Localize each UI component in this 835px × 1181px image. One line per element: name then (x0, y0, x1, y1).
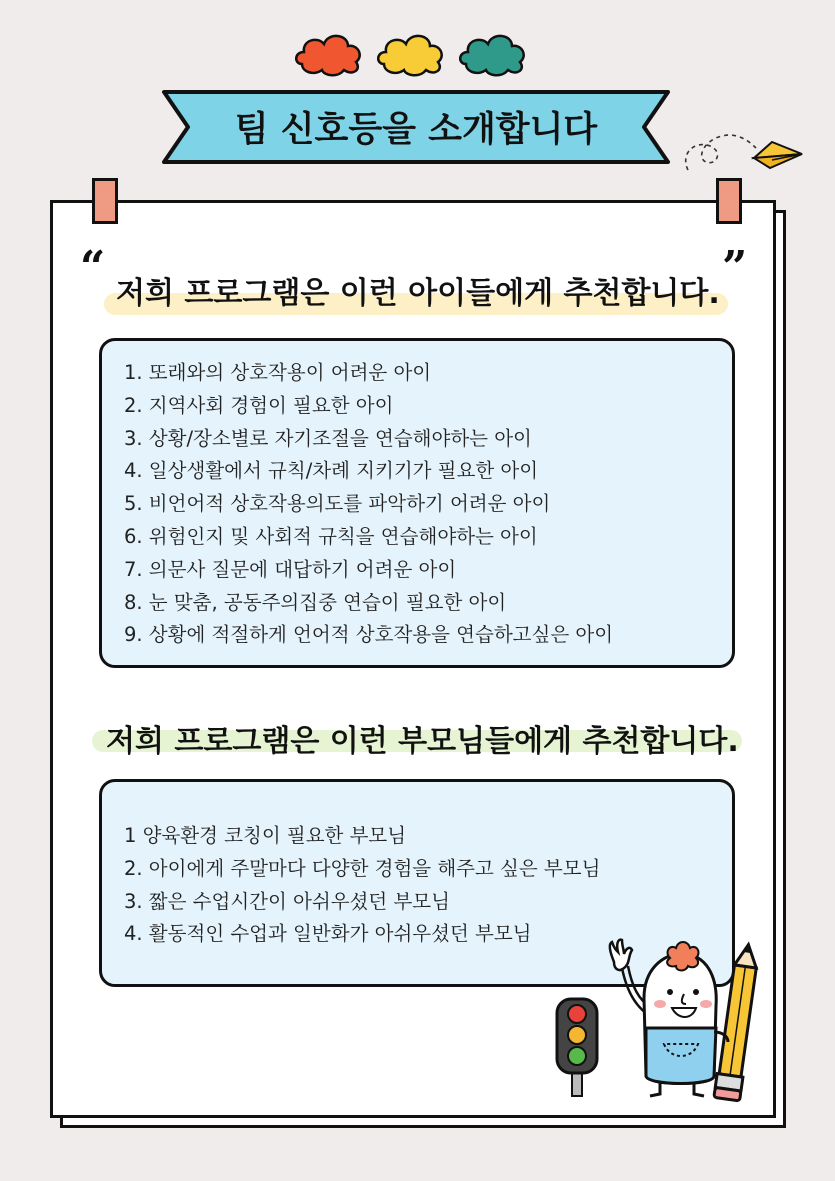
list-item: 1. 또래와의 상호작용이 어려운 아이 (124, 361, 432, 384)
list-item: 3. 짧은 수업시간이 아쉬우셨던 부모님 (124, 889, 450, 913)
clouds-decoration (292, 26, 532, 78)
paper-plane-icon (680, 124, 805, 184)
list-item: 4. 활동적인 수업과 일반화가 아쉬우셨던 부모님 (124, 922, 532, 946)
pencil-mascot-icon (598, 936, 768, 1106)
list-item: 2. 지역사회 경험이 필요한 아이 (124, 393, 394, 417)
cloud-red-icon (296, 36, 359, 75)
children-list (124, 357, 732, 652)
list-item: 7. 의문사 질문에 대답하기 어려운 아이 (124, 557, 457, 581)
parents-list (124, 820, 732, 951)
close-quote-mark: ” (722, 242, 748, 293)
list-item: 1 양육환경 코칭이 필요한 부모님 (124, 824, 407, 847)
cloud-yellow-icon (378, 36, 441, 75)
tape-tab-left (92, 178, 118, 224)
children-list-box (99, 338, 735, 668)
page-title: 팀 신호등을 소개합니다 (234, 110, 598, 150)
list-item: 3. 상황/장소별로 자기조절을 연습해야하는 아이 (124, 426, 532, 450)
parents-section-heading: 저희 프로그램은 이런 부모님들에게 추천합니다. (106, 724, 739, 759)
open-quote-mark: “ (80, 242, 106, 293)
list-item: 6. 위험인지 및 사회적 규칙을 연습해야하는 아이 (124, 524, 538, 548)
tape-tab-right (716, 178, 742, 224)
list-item: 9. 상황에 적절하게 언어적 상호작용을 연습하고싶은 아이 (124, 623, 614, 647)
list-item: 8. 눈 맞춤, 공동주의집중 연습이 필요한 아이 (124, 590, 507, 614)
list-item: 2. 아이에게 주말마다 다양한 경험을 해주고 싶은 부모님 (124, 856, 601, 880)
list-item: 5. 비언어적 상호작용의도를 파악하기 어려운 아이 (124, 492, 551, 516)
list-item: 4. 일상생활에서 규칙/차례 지키기가 필요한 아이 (124, 459, 539, 483)
children-section-heading: 저희 프로그램은 이런 아이들에게 추천합니다. (116, 276, 720, 311)
cloud-teal-icon (460, 36, 523, 75)
traffic-light-icon (554, 996, 600, 1098)
